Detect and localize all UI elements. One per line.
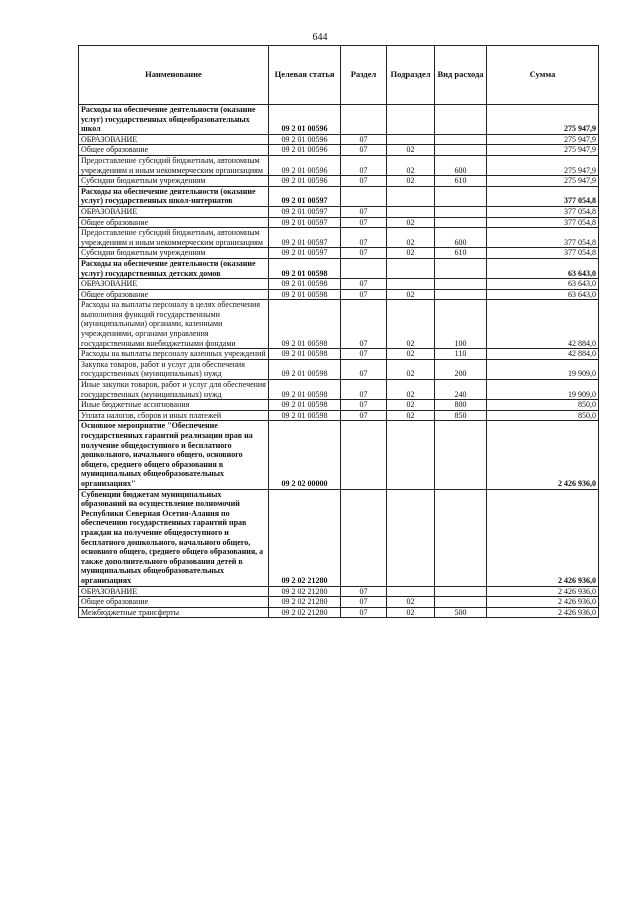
cell-subsection: 02 [387,597,435,608]
cell-code: 09 2 01 00598 [269,279,341,290]
cell-name: Расходы на обеспечение деятельности (оказание услуг) государственных школ-интернатов [79,186,269,206]
cell-subsection [387,586,435,597]
table-row [79,248,599,259]
cell-expense-type: 600 [435,155,487,175]
cell-sum: 42 884,0 [487,349,599,360]
cell-section: 07 [341,279,387,290]
cell-expense-type [435,586,487,597]
cell-code: 09 2 02 00000 [269,421,341,489]
cell-code: 09 2 01 00597 [269,228,341,248]
cell-expense-type [435,206,487,217]
cell-code: 09 2 01 00596 [269,176,341,187]
cell-name: Предоставление субсидий бюджетным, автономным учреждениям и иным некоммерческим организациям [79,228,269,248]
cell-name: Расходы на выплаты персоналу в целях обеспечения выполнения функций государственными (муниципальными) органами, казенными учреждениями, органами управления государственными внебюджетными фондами [79,300,269,349]
cell-subsection: 02 [387,155,435,175]
cell-section [341,421,387,489]
cell-sum: 63 643,0 [487,289,599,300]
cell-subsection: 02 [387,359,435,379]
cell-subsection [387,258,435,278]
table-row [79,400,599,411]
table-row [79,228,599,248]
cell-expense-type [435,145,487,156]
cell-section: 07 [341,300,387,349]
cell-subsection: 02 [387,400,435,411]
cell-expense-type [435,289,487,300]
table-row [79,186,599,206]
cell-subsection: 02 [387,607,435,618]
cell-subsection: 02 [387,380,435,400]
table-row [79,258,599,278]
cell-sum: 63 643,0 [487,279,599,290]
cell-subsection: 02 [387,349,435,360]
cell-code: 09 2 02 21280 [269,586,341,597]
cell-subsection: 02 [387,410,435,421]
cell-sum: 275 947,9 [487,145,599,156]
header-subsection: Подраздел [387,46,435,105]
cell-name: ОБРАЗОВАНИЕ [79,586,269,597]
cell-expense-type [435,489,487,586]
cell-code: 09 2 01 00598 [269,289,341,300]
table-header-row [79,46,599,105]
table-row [79,206,599,217]
cell-sum: 377 054,8 [487,217,599,228]
cell-expense-type [435,258,487,278]
cell-subsection [387,489,435,586]
header-expense-type: Вид расхода [435,46,487,105]
cell-section: 07 [341,597,387,608]
cell-sum: 42 884,0 [487,300,599,349]
cell-section: 07 [341,586,387,597]
cell-code: 09 2 01 00597 [269,206,341,217]
cell-sum: 275 947,9 [487,134,599,145]
cell-sum: 2 426 936,0 [487,597,599,608]
cell-expense-type: 500 [435,607,487,618]
cell-subsection [387,105,435,135]
cell-sum: 377 054,8 [487,248,599,259]
cell-expense-type: 200 [435,359,487,379]
table-row [79,421,599,489]
cell-section: 07 [341,410,387,421]
cell-section [341,489,387,586]
cell-sum: 2 426 936,0 [487,421,599,489]
cell-sum: 275 947,9 [487,176,599,187]
cell-name: Общее образование [79,597,269,608]
cell-name: ОБРАЗОВАНИЕ [79,206,269,217]
cell-section: 07 [341,206,387,217]
table-row [79,380,599,400]
cell-subsection: 02 [387,176,435,187]
table-row [79,586,599,597]
cell-subsection [387,421,435,489]
cell-name: ОБРАЗОВАНИЕ [79,279,269,290]
cell-sum: 377 054,8 [487,186,599,206]
cell-code: 09 2 01 00598 [269,410,341,421]
cell-code: 09 2 01 00598 [269,300,341,349]
cell-expense-type [435,597,487,608]
table-row [79,134,599,145]
cell-name: Закупка товаров, работ и услуг для обеспечения государственных (муниципальных) нужд [79,359,269,379]
cell-code: 09 2 01 00596 [269,105,341,135]
cell-subsection: 02 [387,145,435,156]
table-row [79,155,599,175]
cell-sum: 275 947,9 [487,105,599,135]
cell-sum: 2 426 936,0 [487,489,599,586]
table-row [79,349,599,360]
cell-subsection: 02 [387,248,435,259]
cell-section: 07 [341,380,387,400]
cell-code: 09 2 01 00596 [269,145,341,156]
cell-expense-type [435,186,487,206]
cell-name: Иные бюджетные ассигнования [79,400,269,411]
cell-name: Основное мероприятие "Обеспечение государственных гарантий реализации прав на получение общедоступного и бесплатного дошкольного, начального общего, основного общего, среднего общего образования в муниципальных общеобразовательных организациях" [79,421,269,489]
cell-name: Общее образование [79,217,269,228]
cell-code: 09 2 02 21280 [269,607,341,618]
cell-expense-type [435,279,487,290]
cell-expense-type [435,421,487,489]
cell-name: Общее образование [79,289,269,300]
cell-code: 09 2 02 21280 [269,597,341,608]
cell-sum: 2 426 936,0 [487,586,599,597]
cell-code: 09 2 01 00598 [269,400,341,411]
cell-expense-type: 100 [435,300,487,349]
cell-sum: 19 909,0 [487,359,599,379]
cell-section: 07 [341,228,387,248]
cell-section: 07 [341,145,387,156]
cell-section: 07 [341,134,387,145]
table-row [79,359,599,379]
cell-name: ОБРАЗОВАНИЕ [79,134,269,145]
table-row [79,105,599,135]
cell-sum: 63 643,0 [487,258,599,278]
cell-subsection [387,279,435,290]
table-row [79,410,599,421]
cell-name: Субсидии бюджетным учреждениям [79,248,269,259]
cell-name: Уплата налогов, сборов и иных платежей [79,410,269,421]
cell-section: 07 [341,349,387,360]
cell-section: 07 [341,217,387,228]
table-row [79,176,599,187]
table-row [79,607,599,618]
cell-expense-type: 600 [435,228,487,248]
cell-sum: 2 426 936,0 [487,607,599,618]
cell-name: Предоставление субсидий бюджетным, автономным учреждениям и иным некоммерческим организациям [79,155,269,175]
cell-sum: 275 947,9 [487,155,599,175]
cell-subsection: 02 [387,289,435,300]
cell-section [341,186,387,206]
cell-sum: 850,0 [487,410,599,421]
cell-code: 09 2 01 00598 [269,258,341,278]
cell-sum: 377 054,8 [487,228,599,248]
cell-code: 09 2 01 00598 [269,380,341,400]
header-code: Целевая статья [269,46,341,105]
cell-sum: 850,0 [487,400,599,411]
cell-code: 09 2 01 00596 [269,134,341,145]
cell-name: Субсидии бюджетным учреждениям [79,176,269,187]
cell-section [341,258,387,278]
cell-name: Расходы на обеспечение деятельности (оказание услуг) государственных детских домов [79,258,269,278]
table-row [79,489,599,586]
cell-code: 09 2 02 21280 [269,489,341,586]
table-row [79,289,599,300]
cell-subsection: 02 [387,228,435,248]
header-name: Наименование [79,46,269,105]
cell-expense-type: 800 [435,400,487,411]
cell-code: 09 2 01 00597 [269,248,341,259]
budget-table [78,45,599,618]
cell-section: 07 [341,607,387,618]
cell-expense-type [435,105,487,135]
cell-code: 09 2 01 00597 [269,217,341,228]
cell-expense-type: 110 [435,349,487,360]
cell-section: 07 [341,289,387,300]
cell-expense-type: 850 [435,410,487,421]
cell-sum: 377 054,8 [487,206,599,217]
cell-subsection [387,186,435,206]
cell-code: 09 2 01 00598 [269,349,341,360]
cell-name: Субвенции бюджетам муниципальных образований на осуществление полномочий Республики Северная Осетия-Алания по обеспечению государственных гарантий прав граждан на получение общедоступного и бесплатного дошкольного, начального общего, основного общего, среднего общего образования, а также дополнительного образования детей в муниципальных общеобразовательных организациях [79,489,269,586]
cell-subsection [387,134,435,145]
cell-subsection [387,206,435,217]
table-row [79,145,599,156]
cell-name: Расходы на обеспечение деятельности (оказание услуг) государственных общеобразовательных школ [79,105,269,135]
cell-expense-type: 610 [435,248,487,259]
page-number: 644 [312,32,328,43]
cell-name: Иные закупки товаров, работ и услуг для обеспечения государственных (муниципальных) нужд [79,380,269,400]
cell-expense-type: 610 [435,176,487,187]
cell-code: 09 2 01 00598 [269,359,341,379]
cell-subsection: 02 [387,217,435,228]
cell-section: 07 [341,400,387,411]
cell-expense-type [435,134,487,145]
cell-subsection: 02 [387,300,435,349]
table-row [79,217,599,228]
table-row [79,279,599,290]
header-sum: Сумма [487,46,599,105]
cell-name: Расходы на выплаты персоналу казенных учреждений [79,349,269,360]
table-row [79,597,599,608]
cell-expense-type [435,217,487,228]
cell-section [341,105,387,135]
cell-sum: 19 909,0 [487,380,599,400]
cell-code: 09 2 01 00596 [269,155,341,175]
table-row [79,300,599,349]
header-section: Раздел [341,46,387,105]
cell-name: Общее образование [79,145,269,156]
cell-section: 07 [341,176,387,187]
cell-expense-type: 240 [435,380,487,400]
cell-code: 09 2 01 00597 [269,186,341,206]
cell-section: 07 [341,248,387,259]
cell-name: Межбюджетные трансферты [79,607,269,618]
cell-section: 07 [341,359,387,379]
cell-section: 07 [341,155,387,175]
